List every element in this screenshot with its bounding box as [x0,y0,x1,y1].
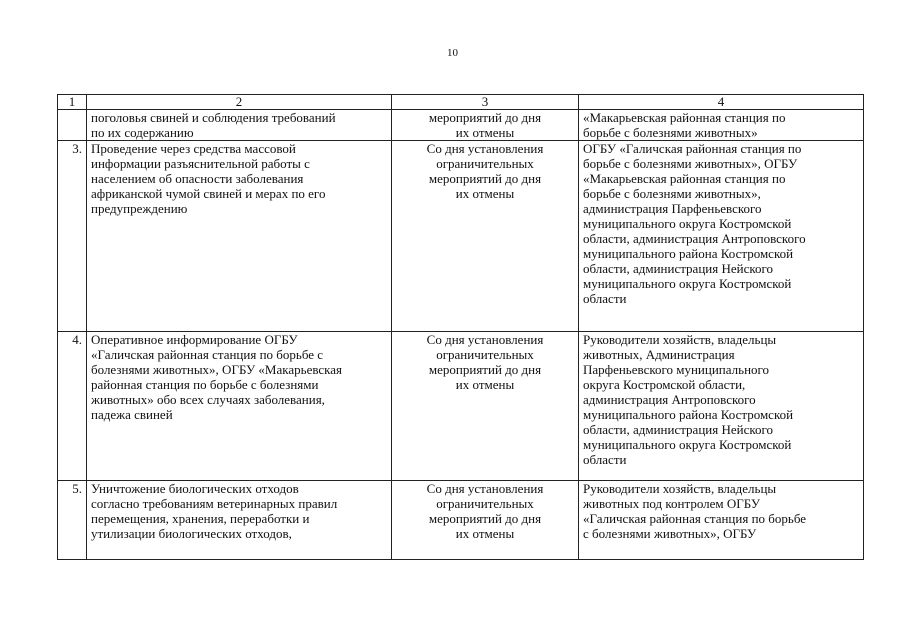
table-row-3 [58,141,864,332]
timing-cell: мероприятий до дня их отмены [392,110,579,141]
measure-cell: Оперативное информирование ОГБУ «Галичская районная станция по борьбе с болезнями животных», ОГБУ «Макарьевская районная станция по борьбе с болезнями животных» обо всех случаях заболевания, падежа свиней [87,332,392,481]
measure-cell: поголовья свиней и соблюдения требований по их содержанию [87,110,392,141]
header-col-3: 3 [392,95,579,110]
timing-cell: Со дня установления ограничительных мероприятий до дня их отмены [392,481,579,560]
table-row-4 [58,332,864,481]
table-header-row [58,95,864,110]
header-col-1: 1 [58,95,87,110]
table-row-continued [58,110,864,141]
timing-cell: Со дня установления ограничительных мероприятий до дня их отмены [392,332,579,481]
responsible-cell: «Макарьевская районная станция по борьбе с болезнями животных» [579,110,864,141]
responsible-cell: Руководители хозяйств, владельцы животных, Администрация Парфеньевского муниципального округа Костромской области, администрация Антроповского муниципального района Костромской области, администрация Нейского муниципального округа Костромской области [579,332,864,481]
table-row-5 [58,481,864,560]
header-col-2: 2 [87,95,392,110]
responsible-cell: ОГБУ «Галичская районная станция по борьбе с болезнями животных», ОГБУ «Макарьевская районная станция по борьбе с болезнями животных», администрация Парфеньевского муниципального округа Костромской области, администрация Антроповского муниципального района Костромской области, администрация Нейского муниципального округа Костромской области [579,141,864,332]
measures-table [57,94,864,560]
measure-cell: Уничтожение биологических отходов согласно требованиям ветеринарных правил перемещения, хранения, переработки и утилизации биологических отходов, [87,481,392,560]
row-number: 5. [58,481,87,560]
row-number [58,110,87,141]
header-col-4: 4 [579,95,864,110]
responsible-cell: Руководители хозяйств, владельцы животных под контролем ОГБУ «Галичская районная станция по борьбе с болезнями животных», ОГБУ [579,481,864,560]
timing-cell: Со дня установления ограничительных мероприятий до дня их отмены [392,141,579,332]
row-number: 4. [58,332,87,481]
page-number: 10 [447,47,458,59]
measure-cell: Проведение через средства массовой информации разъяснительной работы с населением об опасности заболевания африканской чумой свиней и мерах по его предупреждению [87,141,392,332]
row-number: 3. [58,141,87,332]
